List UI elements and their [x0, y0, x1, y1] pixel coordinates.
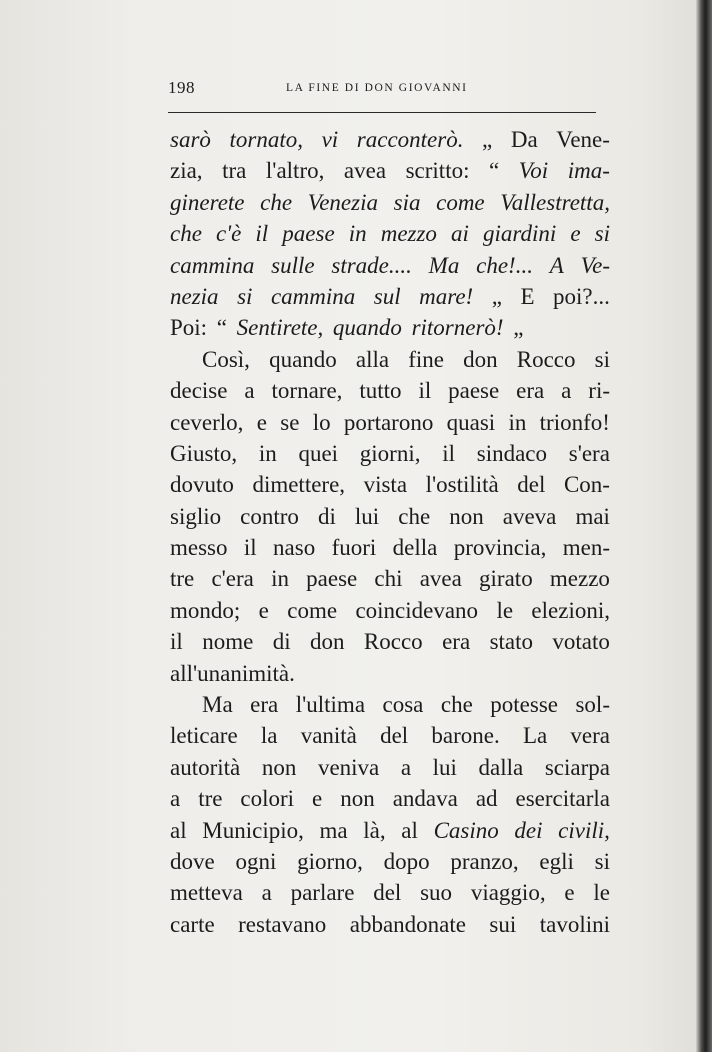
word: e: [564, 880, 575, 906]
word: ogni: [235, 848, 277, 874]
word: l'ultima: [295, 692, 366, 718]
text-line: [170, 626, 610, 657]
word: naso: [273, 535, 316, 561]
word: a: [170, 786, 181, 812]
word: veniva: [317, 754, 380, 780]
word: a: [244, 378, 255, 404]
word: avea: [343, 158, 387, 184]
word: colori: [240, 786, 295, 812]
running-title: LA FINE DI DON GIOVANNI: [286, 82, 468, 94]
text-line: [170, 501, 610, 532]
word: sui: [489, 911, 517, 937]
text-line: [170, 218, 610, 249]
text-line: [170, 250, 610, 281]
word: mezzo: [549, 566, 610, 592]
text-line: [170, 407, 610, 438]
word: sindaco: [476, 440, 548, 466]
word: non: [261, 754, 297, 780]
word: come: [436, 189, 485, 215]
word: paese: [282, 221, 335, 247]
text-line: [170, 438, 610, 469]
word: Vene-: [556, 127, 610, 152]
word: Sentirete,: [236, 315, 324, 341]
word: tre: [170, 566, 195, 592]
text-line: [170, 344, 610, 375]
word: non: [340, 786, 375, 812]
word: il: [255, 221, 269, 247]
word: le: [496, 597, 514, 623]
word: sulle: [271, 252, 315, 278]
word: racconterò.: [356, 127, 464, 152]
text-line: [170, 689, 610, 720]
word: di: [317, 503, 336, 529]
word: ritornerò!: [411, 315, 504, 341]
word: di: [272, 629, 291, 655]
word: in: [348, 221, 367, 247]
word: del: [517, 472, 546, 498]
word: strade....: [331, 252, 412, 278]
word: era: [250, 692, 279, 718]
word: la: [260, 723, 278, 749]
word: l'altro,: [265, 158, 325, 184]
text-line: [170, 187, 610, 218]
word: egli: [539, 848, 574, 874]
word: dovuto: [170, 472, 234, 498]
word: mezzo: [380, 221, 437, 247]
word: e: [256, 409, 267, 435]
word: del: [380, 723, 409, 749]
word: decise: [170, 378, 228, 404]
word: ma: [319, 817, 348, 843]
word: del: [373, 880, 402, 906]
text-line: [170, 783, 610, 814]
word: dalla: [478, 754, 524, 780]
word: dei: [514, 817, 543, 843]
word: “: [489, 158, 500, 184]
word: al: [401, 817, 418, 843]
word: si: [594, 346, 610, 372]
word: nezia: [170, 283, 219, 309]
word: il: [170, 629, 183, 655]
word: „: [513, 315, 524, 341]
word: c'è: [216, 221, 242, 247]
word: sol-: [575, 692, 610, 718]
word: „: [482, 127, 493, 152]
word: s'era: [568, 440, 610, 466]
word: sciarpa: [544, 754, 610, 780]
word: e: [570, 221, 581, 247]
word: in: [508, 409, 527, 435]
word: suo: [420, 880, 453, 906]
word: scritto:: [405, 158, 470, 184]
word: che!...: [476, 252, 533, 278]
word: leticare: [170, 723, 238, 749]
word: Ma: [202, 692, 233, 718]
word: in: [271, 566, 289, 592]
word: cammina: [170, 252, 255, 278]
word: a: [261, 880, 272, 906]
word: quando: [269, 346, 337, 372]
word: potesse: [490, 692, 558, 718]
text-line: [170, 469, 610, 500]
word: giorno,: [297, 848, 363, 874]
text-line: [170, 877, 610, 908]
word: esercitarla: [515, 786, 610, 812]
word: restavano: [238, 911, 327, 937]
word: quando: [332, 315, 402, 341]
word: don: [310, 629, 345, 655]
word: lui: [432, 754, 457, 780]
word: c'era: [211, 566, 254, 592]
word: ceverlo,: [170, 409, 244, 435]
word: Voi: [518, 158, 549, 184]
word: era: [516, 378, 545, 404]
word: che: [260, 189, 293, 215]
word: Giusto,: [170, 440, 238, 466]
word: trionfo!: [539, 409, 610, 435]
word: là,: [363, 817, 386, 843]
word: mai: [575, 503, 610, 529]
word: Ve-: [580, 252, 610, 278]
word: mare!: [419, 283, 474, 309]
word: girato: [479, 566, 533, 592]
word: il: [418, 378, 432, 404]
word: paese: [448, 378, 500, 404]
word: votato: [552, 629, 610, 655]
word: carte: [170, 911, 215, 937]
word: quasi: [446, 409, 496, 435]
word: e: [258, 597, 269, 623]
word: ima-: [567, 158, 610, 184]
word: A: [549, 252, 564, 278]
word: messo: [170, 535, 228, 561]
word: ad: [475, 786, 498, 812]
word: Ma: [428, 252, 460, 278]
word: che: [440, 692, 473, 718]
word: che: [398, 503, 431, 529]
word: in: [258, 440, 277, 466]
word: mondo;: [170, 597, 241, 623]
word: Venezia: [307, 189, 378, 215]
text-line: [170, 281, 610, 312]
word: coincidevano: [355, 597, 479, 623]
word: sarò: [170, 127, 211, 152]
word: Così,: [202, 346, 250, 372]
page-binding-edge: [696, 0, 712, 1052]
word: elezioni,: [531, 597, 610, 623]
word: avea: [419, 566, 462, 592]
word: il: [442, 440, 456, 466]
word: a: [561, 378, 572, 404]
word: chi: [374, 566, 403, 592]
word: parlare: [290, 880, 355, 906]
word: giardini: [482, 221, 557, 247]
word: ai: [451, 221, 469, 247]
word: Poi:: [170, 315, 208, 341]
word: della: [392, 535, 438, 561]
word: quei: [298, 440, 339, 466]
word: aveva: [502, 503, 557, 529]
word: stato: [489, 629, 534, 655]
text-line: [170, 124, 610, 155]
word: Da: [510, 127, 538, 152]
text-line: [170, 375, 610, 406]
word: don: [463, 346, 498, 372]
word: al: [170, 817, 187, 843]
word: e: [312, 786, 323, 812]
word: le: [593, 880, 610, 906]
word: provincia,: [453, 535, 547, 561]
word: si: [237, 283, 253, 309]
word: dimettere,: [252, 472, 346, 498]
word: ginerete: [170, 189, 245, 215]
word: civili,: [558, 817, 610, 843]
word: poi?...: [553, 283, 610, 309]
word: tavolini: [539, 911, 610, 937]
word: giorni,: [359, 440, 421, 466]
word: Vallestretta,: [500, 189, 610, 215]
word: il: [243, 535, 257, 561]
word: nome: [202, 629, 254, 655]
word: si: [594, 221, 610, 247]
word: era: [442, 629, 471, 655]
word: l'ostilità: [425, 472, 499, 498]
word: cammina: [270, 283, 356, 309]
word: contro: [240, 503, 299, 529]
word: metteva: [170, 880, 243, 906]
word: vista: [363, 472, 408, 498]
text-line: [170, 595, 610, 626]
word: dopo: [383, 848, 430, 874]
word: andava: [392, 786, 458, 812]
word: che: [170, 221, 202, 247]
word: viaggio,: [470, 880, 546, 906]
text-line: [170, 752, 610, 783]
text-line: [170, 909, 610, 940]
word: autorità: [170, 754, 241, 780]
word: a: [400, 754, 412, 780]
word: vanità: [300, 723, 357, 749]
text-line: [170, 532, 610, 563]
word: Con-: [563, 472, 610, 498]
word: tutto: [359, 378, 402, 404]
word: vera: [570, 723, 610, 749]
word: portarono: [343, 409, 434, 435]
text-line: [170, 846, 610, 877]
word: alla: [355, 346, 390, 372]
word: all'unanimità.: [170, 660, 295, 686]
word: fuori: [331, 535, 377, 561]
word: Rocco: [516, 346, 576, 372]
word: come: [287, 597, 338, 623]
word: pranzo,: [450, 848, 519, 874]
word: “: [216, 315, 227, 341]
word: siglio: [170, 503, 222, 529]
word: „: [491, 283, 502, 309]
word: dove: [170, 848, 215, 874]
text-line: [170, 155, 610, 186]
text-line: [170, 563, 610, 594]
word: lo: [312, 409, 331, 435]
word: sul: [373, 283, 401, 309]
body-text: [170, 124, 610, 940]
word: tre: [198, 786, 223, 812]
word: men-: [562, 535, 610, 561]
word: Rocco: [363, 629, 423, 655]
word: Casino: [433, 817, 499, 843]
word: sia: [393, 189, 421, 215]
word: La: [522, 723, 548, 749]
word: paese: [306, 566, 358, 592]
word: zia,: [170, 158, 203, 184]
word: si: [594, 848, 610, 874]
word: tornato,: [229, 127, 303, 152]
page-header: [168, 78, 596, 102]
text-line: [170, 658, 610, 689]
page-number: 198: [168, 78, 195, 97]
word: barone.: [431, 723, 500, 749]
word: Municipio,: [202, 817, 304, 843]
text-line: [170, 720, 610, 751]
word: cosa: [382, 692, 424, 718]
header-rule: [168, 112, 596, 113]
word: tornare,: [271, 378, 343, 404]
word: non: [449, 503, 484, 529]
text-line: [170, 815, 610, 846]
word: tra: [222, 158, 247, 184]
word: se: [280, 409, 300, 435]
word: vi: [321, 127, 339, 152]
text-line: [170, 312, 610, 343]
word: ri-: [588, 378, 610, 404]
word: lui: [354, 503, 380, 529]
word: E: [520, 283, 535, 309]
word: fine: [408, 346, 444, 372]
word: abbandonate: [349, 911, 466, 937]
